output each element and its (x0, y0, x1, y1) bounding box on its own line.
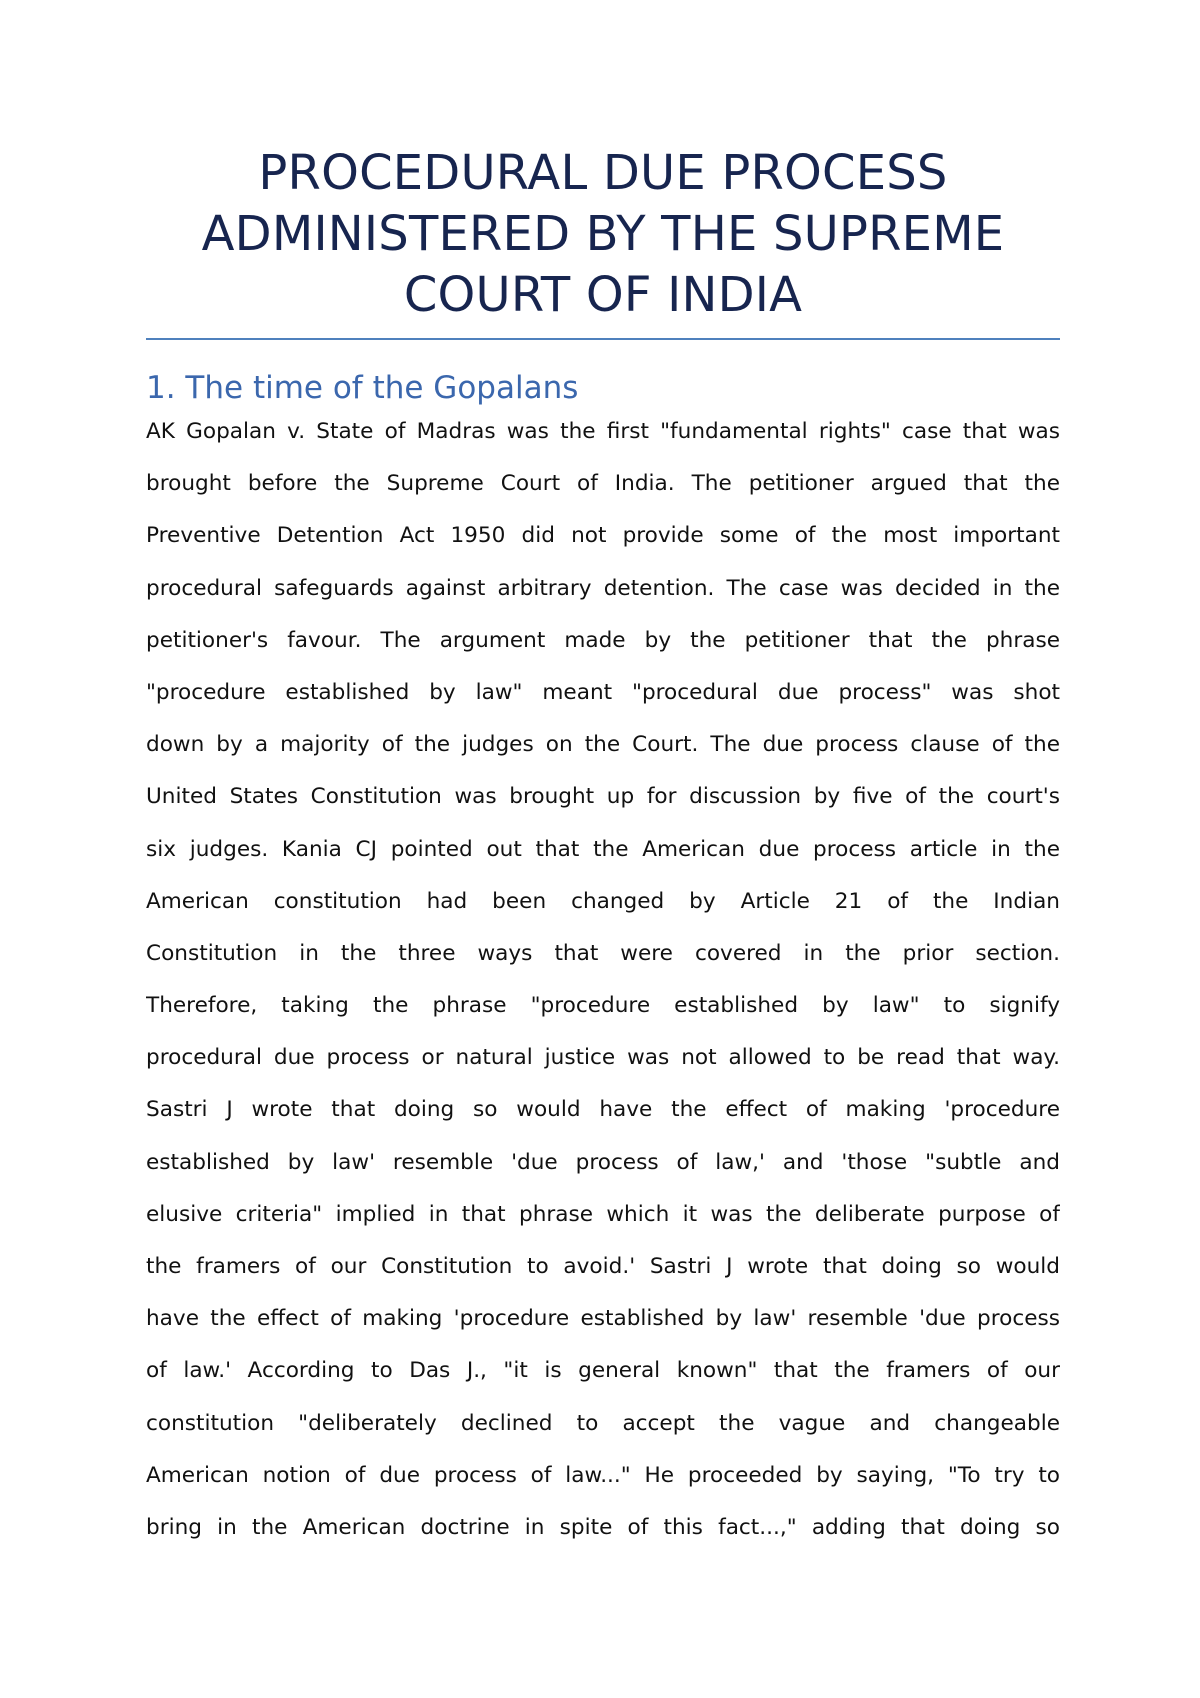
text-line: Preventive Detention Act 1950 did not provide some of the most important (146, 523, 1060, 549)
text-line: United States Constitution was brought up for discussion by five of the court's (146, 784, 1060, 810)
text-line: procedural safeguards against arbitrary detention. The case was decided in the (146, 575, 1060, 601)
text-line: the framers of our Constitution to avoid.' Sastri J wrote that doing so would (146, 1254, 1060, 1279)
text-line: procedural due process or natural justice was not allowed to be read that way. (146, 1045, 1060, 1071)
text-line: constitution "deliberately declined to accept the vague and changeable (146, 1410, 1060, 1436)
text-line: bring in the American doctrine in spite of this fact...," adding that doing so (146, 1514, 1060, 1540)
document-title: PROCEDURAL DUE PROCESS ADMINISTERED BY THE SUPREME COURT OF INDIA (201, 145, 1005, 323)
text-line: "procedure established by law" meant "procedural due process" was shot (146, 679, 1060, 705)
text-line: elusive criteria" implied in that phrase which it was the deliberate purpose of (146, 1201, 1060, 1227)
text-line: Constitution in the three ways that were covered in the prior section. (146, 940, 1060, 966)
text-line: AK Gopalan v. State of Madras was the first "fundamental rights" case that was (146, 419, 1060, 444)
body-paragraph (146, 406, 1060, 1554)
text-line: American constitution had been changed by Article 21 of the Indian (146, 888, 1060, 914)
text-line: down by a majority of the judges on the Court. The due process clause of the (146, 732, 1060, 758)
text-line: American notion of due process of law..." He proceeded by saying, "To try to (146, 1462, 1060, 1488)
text-line: six judges. Kania CJ pointed out that the American due process article in the (146, 836, 1060, 862)
text-line: have the effect of making 'procedure established by law' resemble 'due process (146, 1306, 1060, 1332)
title-divider (146, 338, 1060, 340)
text-line: brought before the Supreme Court of India. The petitioner argued that the (146, 471, 1060, 497)
section-heading: 1. The time of the Gopalans (146, 370, 579, 406)
text-line: Therefore, taking the phrase "procedure established by law" to signify (146, 993, 1060, 1019)
text-line: established by law' resemble 'due process of law,' and 'those "subtle and (146, 1149, 1060, 1175)
text-line: of law.' According to Das J., "it is general known" that the framers of our (146, 1358, 1060, 1384)
text-line: petitioner's favour. The argument made by the petitioner that the phrase (146, 627, 1060, 653)
text-line: Sastri J wrote that doing so would have the effect of making 'procedure (146, 1097, 1060, 1123)
